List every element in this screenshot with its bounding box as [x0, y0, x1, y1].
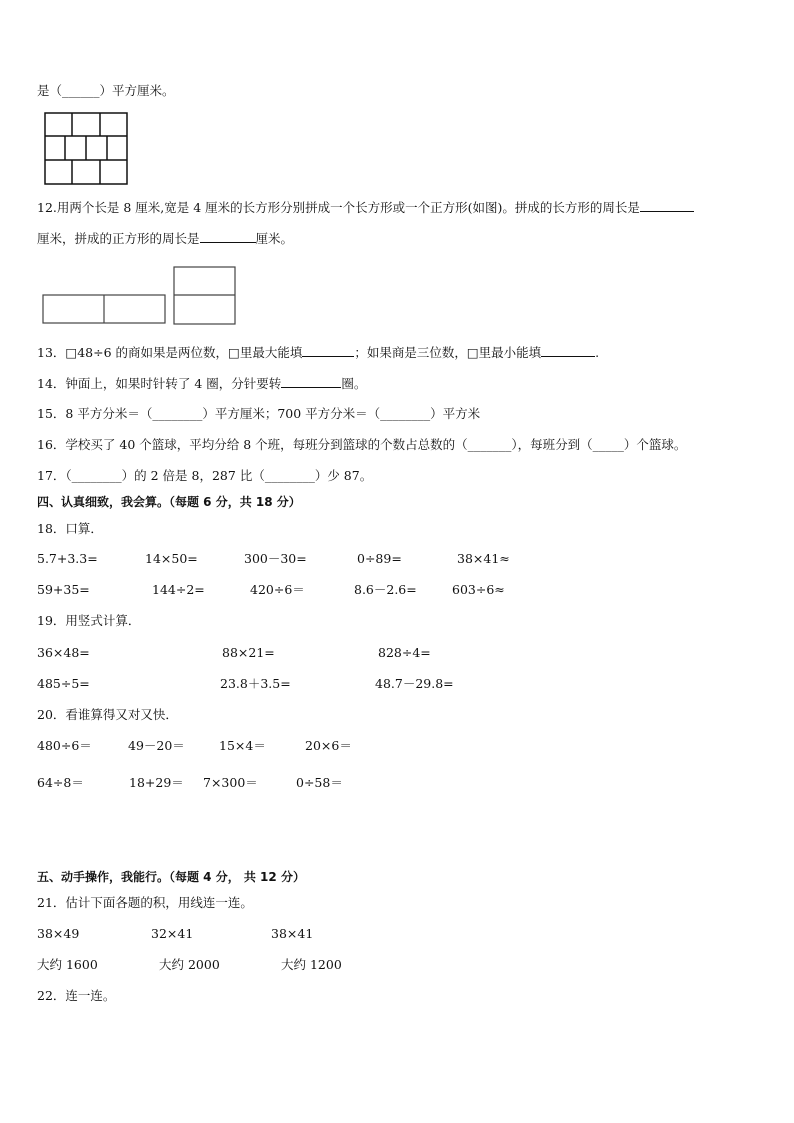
q13-blank-1[interactable]: [302, 344, 354, 357]
q18-r2-c1: 59+35=: [37, 582, 90, 597]
q19-r1-c3: 828÷4=: [378, 645, 431, 660]
q19-r1-c2: 88×21=: [222, 645, 275, 660]
q19-r2-c3: 48.7－29.8=: [375, 676, 454, 691]
q16-text: 16．学校买了 40 个篮球，平均分给 8 个班，每班分到篮球的个数占总数的（_______），每班分到（_____）个篮球。: [37, 437, 687, 452]
q13-line: [37, 344, 599, 361]
q21-title: 21．估计下面各题的积，用线连一连。: [37, 895, 253, 910]
brick-figure: [44, 112, 129, 185]
q13-text-c: .: [595, 345, 600, 360]
q21-expr-3[interactable]: 38×41: [271, 926, 314, 941]
q12-line2: [37, 230, 293, 247]
rectangle-figure: [42, 294, 167, 325]
q21-expr-1[interactable]: 38×49: [37, 926, 80, 941]
q18-r2-c4: 8.6－2.6=: [354, 582, 417, 597]
q20-r2-c1: 64÷8＝: [37, 775, 84, 790]
q12-line1: [37, 199, 694, 216]
q18-r2-c3: 420÷6＝: [250, 582, 305, 597]
q18-r1-c1: 5.7+3.3=: [37, 551, 98, 566]
q20-r2-c3: 7×300＝: [203, 775, 258, 790]
q18-r1-c2: 14×50=: [145, 551, 198, 566]
q20-title: 20．看谁算得又对又快．: [37, 707, 178, 722]
q14-text-a: 14．钟面上，如果时针转了 4 圈，分针要转: [37, 376, 282, 391]
q18-r1-c3: 300－30=: [244, 551, 307, 566]
q19-r2-c2: 23.8＋3.5=: [220, 676, 291, 691]
q12-blank-2[interactable]: [200, 230, 256, 243]
q21-answer-1[interactable]: 大约 1600: [37, 957, 98, 972]
q21-expr-2[interactable]: 32×41: [151, 926, 194, 941]
q17-text: 17．（________）的 2 倍是 8，287 比（________）少 87。: [37, 468, 373, 483]
q20-r1-c3: 15×4＝: [219, 738, 266, 753]
q18-r2-c2: 144÷2=: [152, 582, 205, 597]
square-figure: [173, 266, 237, 326]
q12-text-3: 厘米。: [255, 231, 294, 246]
q12-text-2: 厘米，拼成的正方形的周长是: [37, 231, 200, 246]
q14-line: [37, 375, 366, 392]
section5-heading: 五、动手操作，我能行。（每题 4 分， 共 12 分）: [37, 870, 305, 884]
q21-answer-3[interactable]: 大约 1200: [281, 957, 342, 972]
q12-blank-1[interactable]: [640, 199, 694, 212]
q18-title: 18．口算．: [37, 521, 103, 536]
q20-r1-c4: 20×6＝: [305, 738, 352, 753]
q22-title: 22．连一连。: [37, 988, 116, 1003]
q19-r2-c1: 485÷5=: [37, 676, 90, 691]
q15-text: 15．8 平方分米＝（________）平方厘米；700 平方分米＝（________）平方米: [37, 406, 481, 421]
q21-answer-2[interactable]: 大约 2000: [159, 957, 220, 972]
q12-text-1: 12.用两个长是 8 厘米,宽是 4 厘米的长方形分别拼成一个长方形或一个正方形(如图)。拼成的长方形的周长是: [37, 200, 640, 215]
q13-text-b: ；如果商是三位数，□里最小能填: [354, 345, 542, 360]
q20-r1-c1: 480÷6＝: [37, 738, 92, 753]
q14-blank[interactable]: [281, 375, 341, 388]
q20-r1-c2: 49－20＝: [128, 738, 185, 753]
q19-r1-c1: 36×48=: [37, 645, 90, 660]
q18-r1-c5: 38×41≈: [457, 551, 510, 566]
q14-text-b: 圈。: [341, 376, 367, 391]
q20-r2-c4: 0÷58＝: [296, 775, 343, 790]
q19-title: 19．用竖式计算．: [37, 613, 141, 628]
section4-heading: 四、认真细致，我会算。（每题 6 分，共 18 分）: [37, 495, 301, 509]
q18-r2-c5: 603÷6≈: [452, 582, 505, 597]
q13-blank-2[interactable]: [541, 344, 595, 357]
q11-text: 是（______）平方厘米。: [37, 83, 175, 98]
q13-text-a: 13．□48÷6 的商如果是两位数，□里最大能填: [37, 345, 303, 360]
q20-r2-c2: 18+29＝: [129, 775, 184, 790]
q18-r1-c4: 0÷89=: [357, 551, 402, 566]
